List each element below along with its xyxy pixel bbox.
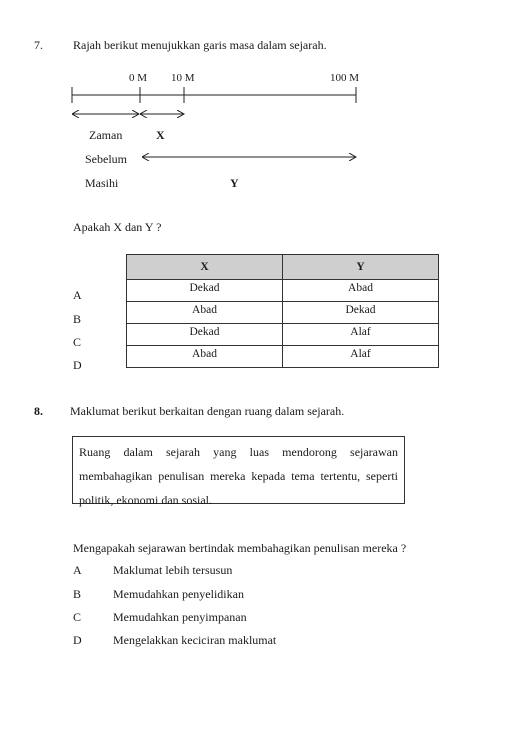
q7-prompt: Rajah berikut menujukkan garis masa dalam sejarah. — [73, 38, 327, 52]
q8-number: 8. — [34, 404, 43, 418]
table-row — [127, 324, 439, 346]
q8-option-text[interactable]: Maklumat lebih tersusun — [113, 563, 233, 577]
table-cell-x: Abad — [127, 302, 283, 324]
table-cell-x: Dekad — [127, 280, 283, 302]
q8-info-box: Ruang dalam sejarah yang luas mendorong sejarawan membahagikan penulisan mereka kepada tema tertentu, seperti politik, ekonomi dan sosial. — [72, 436, 405, 504]
q7-option-letter[interactable]: A — [73, 288, 82, 302]
marker-y: Y — [230, 176, 239, 190]
label-sebelum: Sebelum — [85, 152, 127, 166]
marker-x: X — [156, 128, 165, 142]
q8-option-text[interactable]: Mengelakkan keciciran maklumat — [113, 633, 277, 647]
table-header-row — [127, 255, 439, 280]
q7-option-letter[interactable]: D — [73, 358, 82, 372]
q7-question: Apakah X dan Y ? — [73, 220, 162, 234]
timeline-main-line — [72, 87, 356, 103]
q7-number: 7. — [34, 38, 43, 52]
q8-option-letter[interactable]: D — [73, 633, 82, 647]
table-cell-y: Alaf — [283, 346, 439, 368]
timeline-diagram — [0, 0, 532, 200]
table-row — [127, 302, 439, 324]
timeline-label-100m: 100 M — [330, 72, 360, 84]
table-cell-x: Dekad — [127, 324, 283, 346]
q8-option-letter[interactable]: A — [73, 563, 82, 577]
q8-option-letter[interactable]: C — [73, 610, 82, 624]
q8-option-text[interactable]: Memudahkan penyimpanan — [113, 610, 247, 624]
timeline-label-0m: 0 M — [129, 72, 148, 84]
q8-option-letter[interactable]: B — [73, 587, 82, 601]
table-cell-y: Alaf — [283, 324, 439, 346]
timeline-label-10m: 10 M — [171, 72, 195, 84]
table-row — [127, 280, 439, 302]
table-row — [127, 346, 439, 368]
label-zaman: Zaman — [89, 128, 123, 142]
q7-answer-table — [126, 254, 439, 368]
q7-option-letter[interactable]: B — [73, 312, 82, 326]
table-header-x: X — [127, 255, 283, 280]
table-cell-y: Dekad — [283, 302, 439, 324]
table-cell-y: Abad — [283, 280, 439, 302]
table-cell-x: Abad — [127, 346, 283, 368]
q8-question: Mengapakah sejarawan bertindak membahagikan penulisan mereka ? — [73, 541, 407, 555]
q8-prompt: Maklumat berikut berkaitan dengan ruang dalam sejarah. — [70, 404, 345, 418]
label-masihi: Masihi — [85, 176, 119, 190]
q8-option-text[interactable]: Memudahkan penyelidikan — [113, 587, 244, 601]
table-header-y: Y — [283, 255, 439, 280]
q7-option-letter[interactable]: C — [73, 335, 82, 349]
